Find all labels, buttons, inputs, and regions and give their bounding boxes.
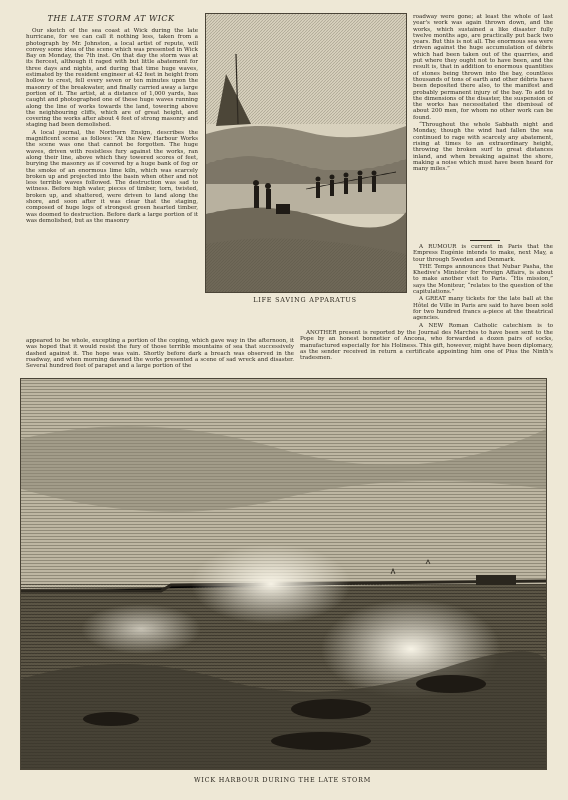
note: A RUMOUR is current in Paris that the Empress Eugénie intends to make, next May, a tour through Sweden and Denmark. [413,244,553,263]
wick-harbour-illustration [20,378,547,770]
note: A GREAT many tickets for the late ball at the Hôtel de Ville in Paris are said to have been sold for two hundred francs a-piece at the theatrical agencies. [413,296,553,322]
caption-top: LIFE SAVING APPARATUS [253,296,357,304]
life-saving-apparatus-illustration [205,13,407,293]
paragraph: ANOTHER present is reported by the Journal des Marchés to have been sent to the Pope by an honest bonnetier of Ancona, who forwarded a dozen pairs of socks, manufactured especially for his Holiness. This gift, however, might have been diplomacy, as the sender received in return a certificate appointing him one of Pius the Ninth's tradesmen. [300,330,553,362]
caption-bottom: WICK HARBOUR DURING THE LATE STORM [193,776,372,784]
paragraph: Our sketch of the sea coast at Wick during the late hurricane, for we can call it nothing less, taken from a photograph by Mr. Johnston, a local artist of repute, will convey some idea of the scene which was presented in Wick Bay on Monday, the 7th inst. On that day the storm was at its fiercest, although it raged with but little abatement for three days and nights, and during that time huge waves, estimated by the resident engineer at 42 feet in height from hollow to crest, fell every seven or ten minutes upon the masonry of the breakwater, and finally carried away a large portion of it. The artist, at a distance of 1,000 yards, has caught and photographed one of these huge waves running along the line of works towards the land, towering above the neighbouring cliffs, which are of great height, and covering the works after about 4 feet of strong masonry and staging had been demolished. [26,28,198,129]
paragraph: “Throughout the whole Sabbath night and Monday, though the wind had fallen the sea continued to rage with scarcely any abatement, rising at times to an extraordinary height, throwing the broken surf to great distances inland, and when breaking against the shore, making a noise which must have been heard for many miles.” [413,122,553,173]
paragraph: appeared to be whole, excepting a portion of the coping, which gave way in the afternoon, it was hoped that it would resist the fury of those terrible mountains of sea that successively dashed against it. The hope was vain. Shortly before dark a breach was observed in the roadway, and when morning dawned the works presented a scene of sad wreck and disaster. Several hundred feet of parapet and a large portion of the [26,338,294,370]
paragraph: roadway were gone; at least the whole of last year's work was again thrown down, and the works, which sustained a like disaster fully twelve months ago, are practically put back two years. But this is not all. The enormous sea were driven against the huge accumulation of débris which had been taken out of the quarries, and put where they ought not to have been, and the result is, that in addition to enormous quantities of stones being thrown into the bay, countless thousands of tons of earth and other débris have been deposited there also, to the manifest and probably permanent injury of the bay. To add to the dimensions of the disaster, the suspension of the works has necessitated the dismissal of about 200 men, for whom no other work can be found. [413,14,553,121]
article-wide-text [26,338,294,378]
paragraph: A local journal, the Northern Ensign, describes the magnificent scene as follows: “At the New Harbour Works the scene was one that cannot be forgotten. The huge waves, driven with resistless fury against the works, ran along their line, above which they towered scores of feet, burying the masonry as if covered by a huge bank of fog or the smoke of an enormous lime kiln, which was scarcely broken up and projected into the basin when other and not less terrible waves followed. The destruction was sad to witness. Before high water, pieces of timber, torn, twisted, broken up, and shattered, were driven to land along the shore, and soon after it was clear that the staging, composed of huge logs of strongest green hearted timber, was doomed to destruction. Before dark a large portion of it was demolished, but as the masonry [26,129,198,224]
article-column-right [413,14,553,244]
news-notes [413,244,553,328]
note: A NEW Roman Catholic catechism is to [419,322,553,328]
divider [470,240,500,241]
note: THE Temps announces that Nubar Pasha, the Khedive's Minister for Foreign Affairs, is about to make another visit to Paris. “His mission,” says the Moniteur, “relates to the question of the capitulations.” [413,263,553,296]
another-present-paragraph [300,330,553,372]
article-column-left [26,28,198,338]
article-title: THE LATE STORM AT WICK [47,14,175,23]
